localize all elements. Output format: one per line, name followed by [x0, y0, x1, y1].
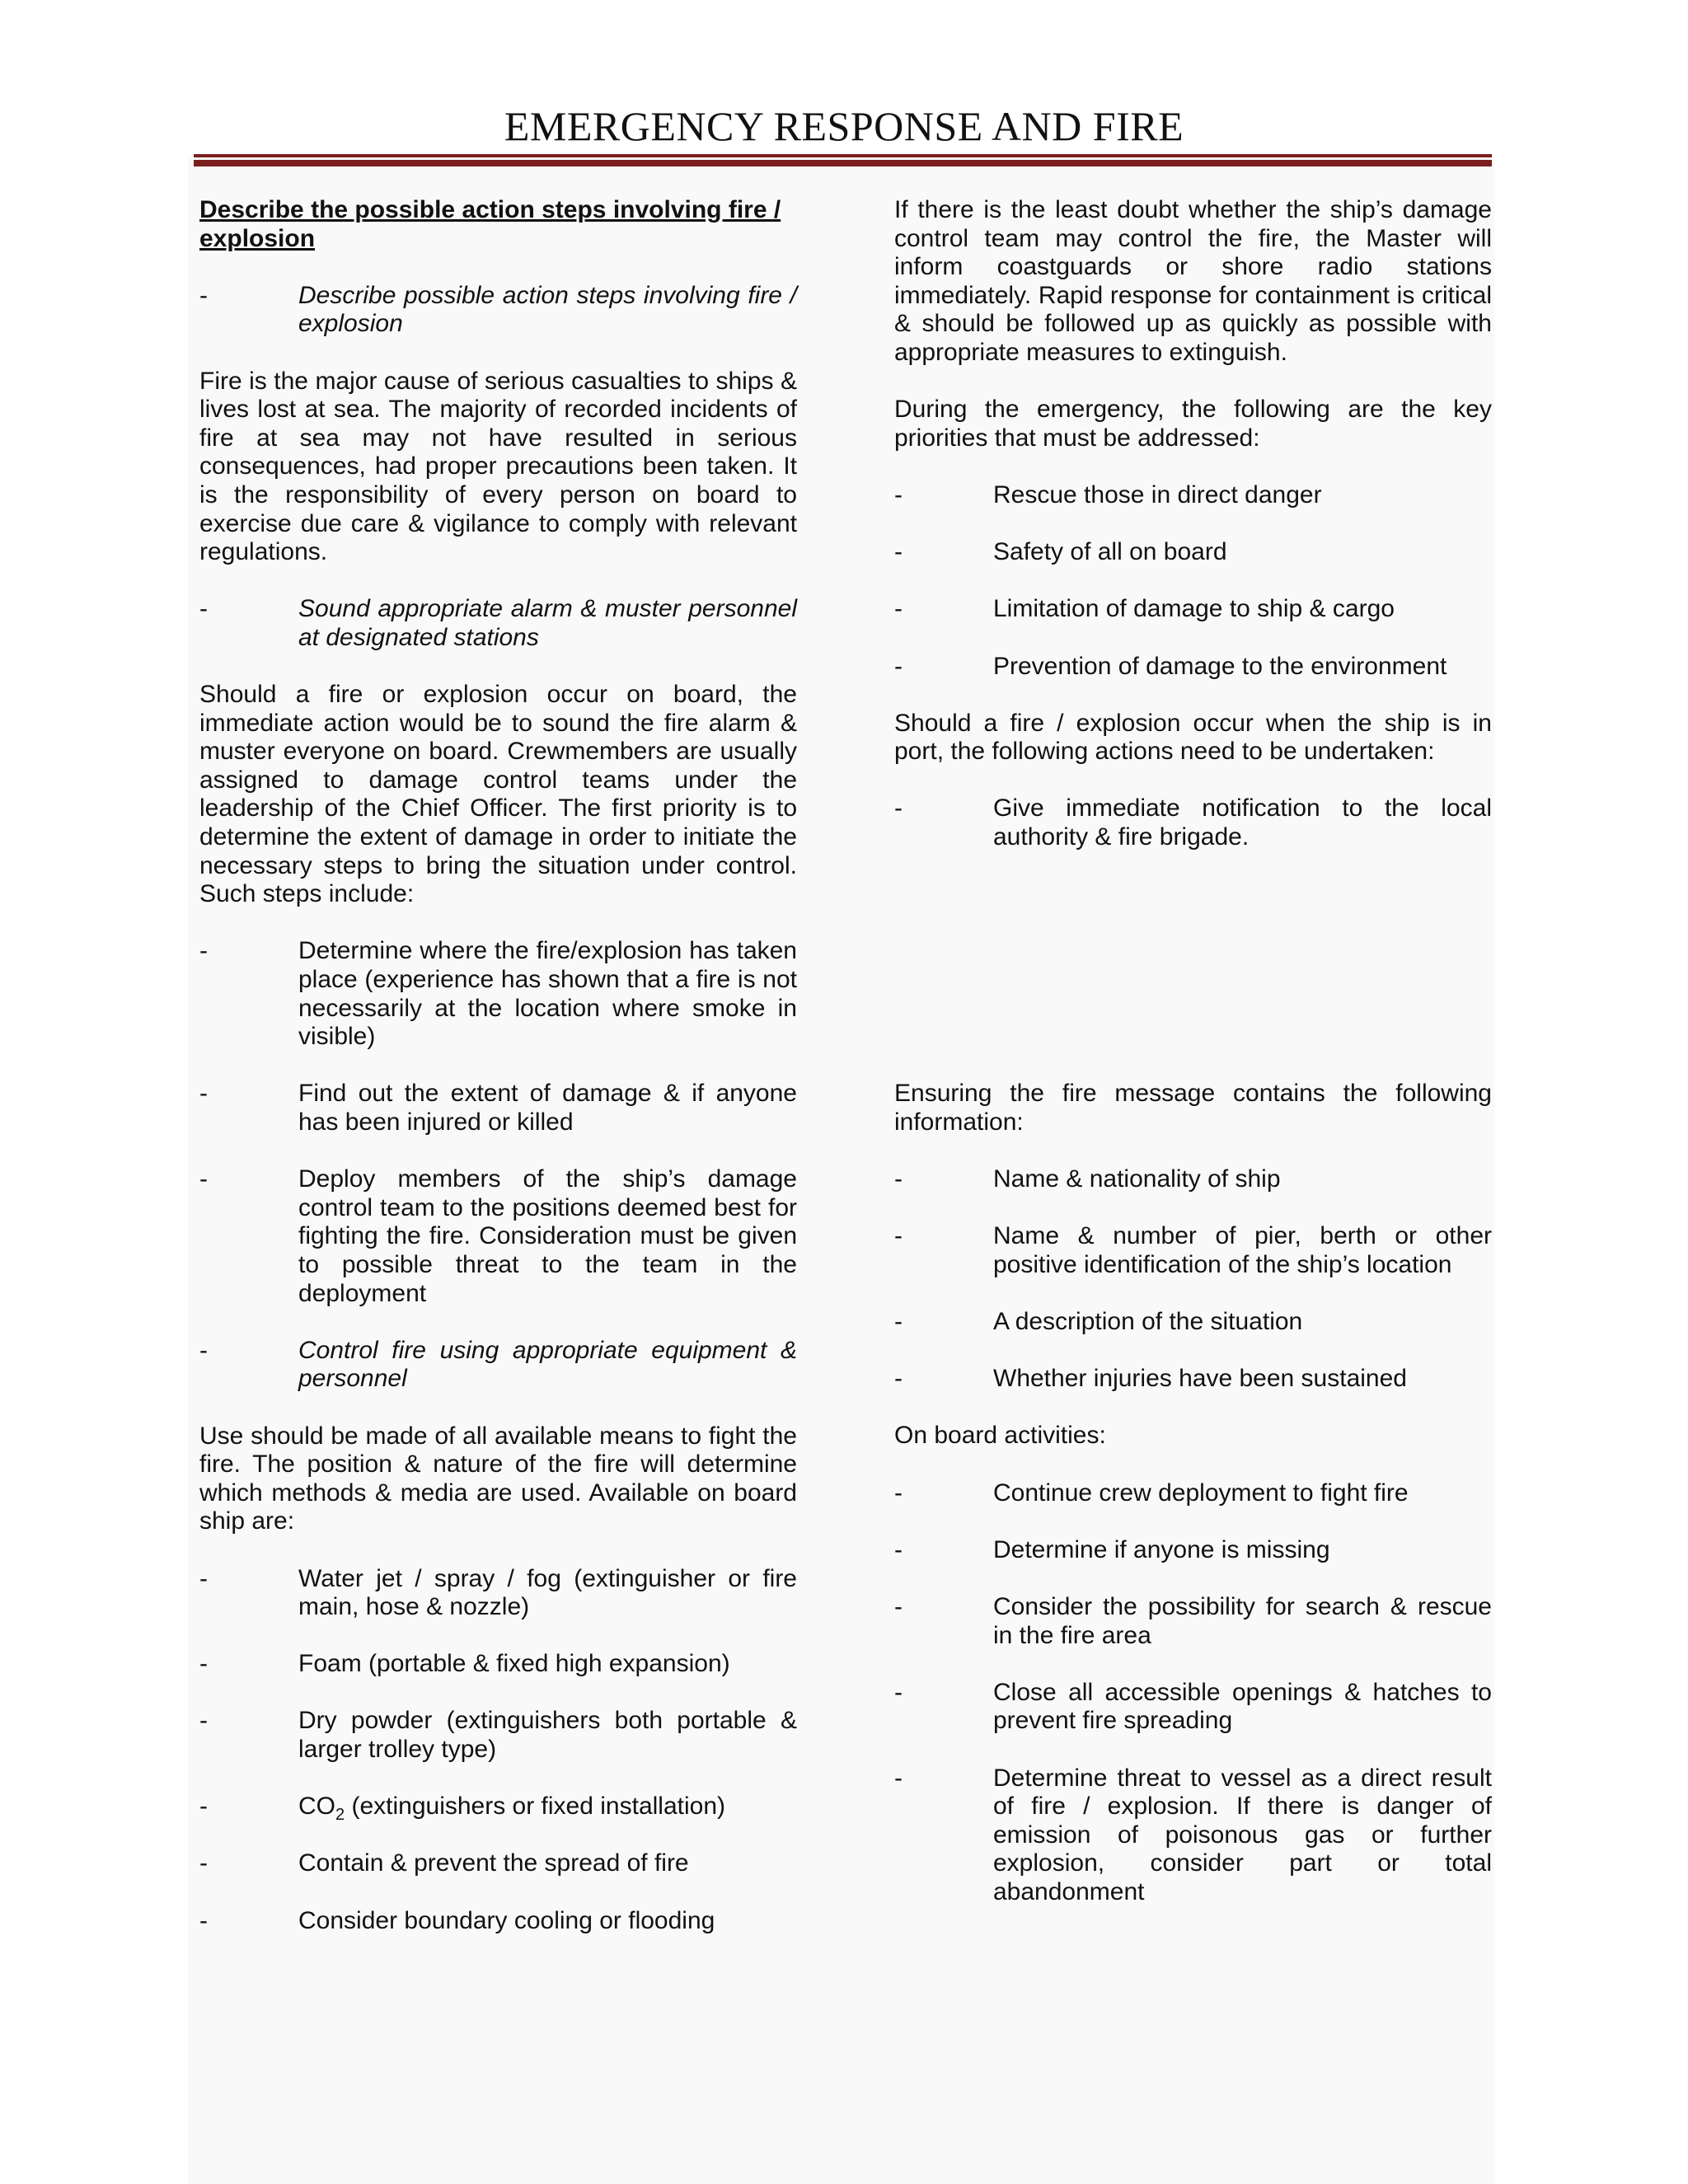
bullet-dash: - [894, 1764, 903, 1792]
co2-suffix: (extinguishers or fixed installation) [345, 1793, 726, 1821]
list-item-text: Consider boundary cooling or flooding [298, 1906, 715, 1934]
title-rule-thin [194, 154, 1492, 157]
paragraph: During the emergency, the following are the key priorities that must be addressed: [894, 396, 1492, 452]
bullet-dash: - [894, 1308, 903, 1335]
paragraph: Should a fire or explosion occur on board, the immediate action would be to sound the fire alarm & muster everyone on board. Crewmembers are usually assigned to damage control teams under the leadership of the Chief Officer. The first priority is to determine the extent of damage in order to initiate the necessary steps to bring the situation under control. Such steps include: [199, 681, 797, 908]
step-label [199, 595, 797, 652]
list-item [199, 1707, 797, 1764]
bullet-dash: - [199, 1336, 208, 1364]
step-label-text: Describe possible action steps involving fire / explosion [298, 281, 797, 338]
list-item [199, 1165, 797, 1308]
list-item-text: Safety of all on board [993, 538, 1227, 566]
step-label [199, 282, 797, 339]
bullet-dash: - [894, 538, 903, 566]
bullet-dash: - [894, 595, 903, 623]
page-title: EMERGENCY RESPONSE AND FIRE [504, 103, 1184, 149]
bullet-dash: - [199, 1849, 208, 1877]
list-item-text: Determine threat to vessel as a direct result of fire / explosion. If there is danger of emission of poisonous gas or further explosion, consider part or total abandonment [993, 1764, 1492, 1905]
list-item [894, 1308, 1492, 1337]
list-item-text: Find out the extent of damage & if anyone has been injured or killed [298, 1080, 797, 1136]
list-item [894, 538, 1492, 567]
list-item-text: Limitation of damage to ship & cargo [993, 595, 1395, 623]
bullet-dash: - [199, 1080, 208, 1108]
list-item-text: A description of the situation [993, 1308, 1303, 1335]
list-item [199, 1907, 797, 1936]
bullet-dash: - [199, 1906, 208, 1934]
list-item-text: Name & number of pier, berth or other positive identification of the ship’s location [993, 1222, 1492, 1278]
list-item-text: Rescue those in direct danger [993, 480, 1322, 509]
list-item-text: Contain & prevent the spread of fire [298, 1849, 689, 1877]
list-item [199, 1080, 797, 1137]
bullet-dash: - [199, 1165, 208, 1193]
list-item [894, 1165, 1492, 1194]
list-item [894, 595, 1492, 624]
list-item-text: Name & nationality of ship [993, 1165, 1281, 1193]
list-item-text: Determine if anyone is missing [993, 1535, 1330, 1563]
bullet-dash: - [894, 652, 903, 680]
list-item-text: Continue crew deployment to fight fire [993, 1479, 1409, 1507]
bullet-dash: - [199, 1707, 208, 1735]
list-item-text: Prevention of damage to the environment [993, 652, 1447, 680]
left-column [199, 196, 797, 1964]
list-item-text: Water jet / spray / fog (extinguisher or fire main, hose & nozzle) [298, 1564, 797, 1621]
list-item [894, 481, 1492, 510]
co2-prefix: CO [298, 1793, 335, 1821]
bullet-dash: - [894, 794, 903, 823]
list-item-text: Consider the possibility for search & rescue in the fire area [993, 1592, 1492, 1649]
list-item [199, 937, 797, 1051]
paragraph: Fire is the major cause of serious casualties to ships & lives lost at sea. The majority of recorded incidents of fire at sea may not have resulted in serious consequences, had proper precautions been taken. It is the responsibility of every person on board to exercise due care & vigilance to comply with relevant regulations. [199, 367, 797, 566]
bullet-dash: - [894, 1479, 903, 1507]
bullet-dash: - [894, 1678, 903, 1706]
bullet-dash: - [894, 1365, 903, 1393]
step-label-text: Sound appropriate alarm & muster personnel at designated stations [298, 595, 797, 651]
paragraph: Ensuring the fire message contains the following information: [894, 1080, 1492, 1136]
list-item-text: Whether injuries have been sustained [993, 1365, 1407, 1393]
bullet-dash: - [894, 1165, 903, 1193]
paragraph: Should a fire / explosion occur when the ship is in port, the following actions need to be undertaken: [894, 709, 1492, 766]
list-item [894, 794, 1492, 851]
paragraph: Use should be made of all available means to fight the fire. The position & nature of the fire will determine which methods & media are used. Available on board ship are: [199, 1422, 797, 1535]
list-item [199, 1650, 797, 1679]
bullet-dash: - [199, 1793, 208, 1821]
list-item [894, 1222, 1492, 1279]
list-item [894, 1536, 1492, 1565]
list-item-text: Foam (portable & fixed high expansion) [298, 1650, 730, 1678]
list-item [199, 1793, 797, 1825]
list-item [199, 1565, 797, 1622]
list-item [894, 1479, 1492, 1508]
bullet-dash: - [894, 1592, 903, 1620]
list-item [894, 1593, 1492, 1650]
list-item [894, 653, 1492, 682]
section-heading: Describe the possible action steps involving fire / explosion [199, 196, 781, 252]
list-item-text: Deploy members of the ship’s damage control team to the positions deemed best for fighting the fire. Consideration must be given to possible threat to the team in the deployment [298, 1165, 797, 1307]
list-item-text: Dry powder (extinguishers both portable & larger trolley type) [298, 1707, 797, 1764]
list-item-text: Determine where the fire/explosion has taken place (experience has shown that a fire is not necessarily at the location where smoke in visible) [298, 937, 797, 1051]
bullet-dash: - [199, 937, 208, 965]
bullet-dash: - [894, 1535, 903, 1563]
paragraph: On board activities: [894, 1422, 1106, 1450]
list-item [894, 1365, 1492, 1394]
list-item [894, 1679, 1492, 1736]
right-column [894, 196, 1492, 1935]
bullet-dash: - [199, 281, 208, 309]
step-label-text: Control fire using appropriate equipment & personnel [298, 1336, 797, 1393]
list-item-text: Close all accessible openings & hatches to prevent fire spreading [993, 1678, 1492, 1735]
list-item-text [298, 1793, 797, 1825]
step-label [199, 1337, 797, 1394]
list-item [894, 1765, 1492, 1907]
bullet-dash: - [199, 1650, 208, 1678]
title-rule-thick [194, 160, 1492, 166]
bullet-dash: - [199, 1564, 208, 1592]
column-gap [894, 880, 1492, 1080]
bullet-dash: - [894, 1222, 903, 1250]
bullet-dash: - [894, 480, 903, 509]
list-item-text: Give immediate notification to the local authority & fire brigade. [993, 794, 1492, 851]
list-item [199, 1849, 797, 1878]
bullet-dash: - [199, 595, 208, 623]
co2-subscript: 2 [335, 1806, 345, 1825]
paragraph: If there is the least doubt whether the ship’s damage control team may control the fire, the Master will inform coastguards or shore radio stations immediately. Rapid response for containment is critical & should be followed up as quickly as possible with appropriate measures to extinguish. [894, 196, 1492, 366]
